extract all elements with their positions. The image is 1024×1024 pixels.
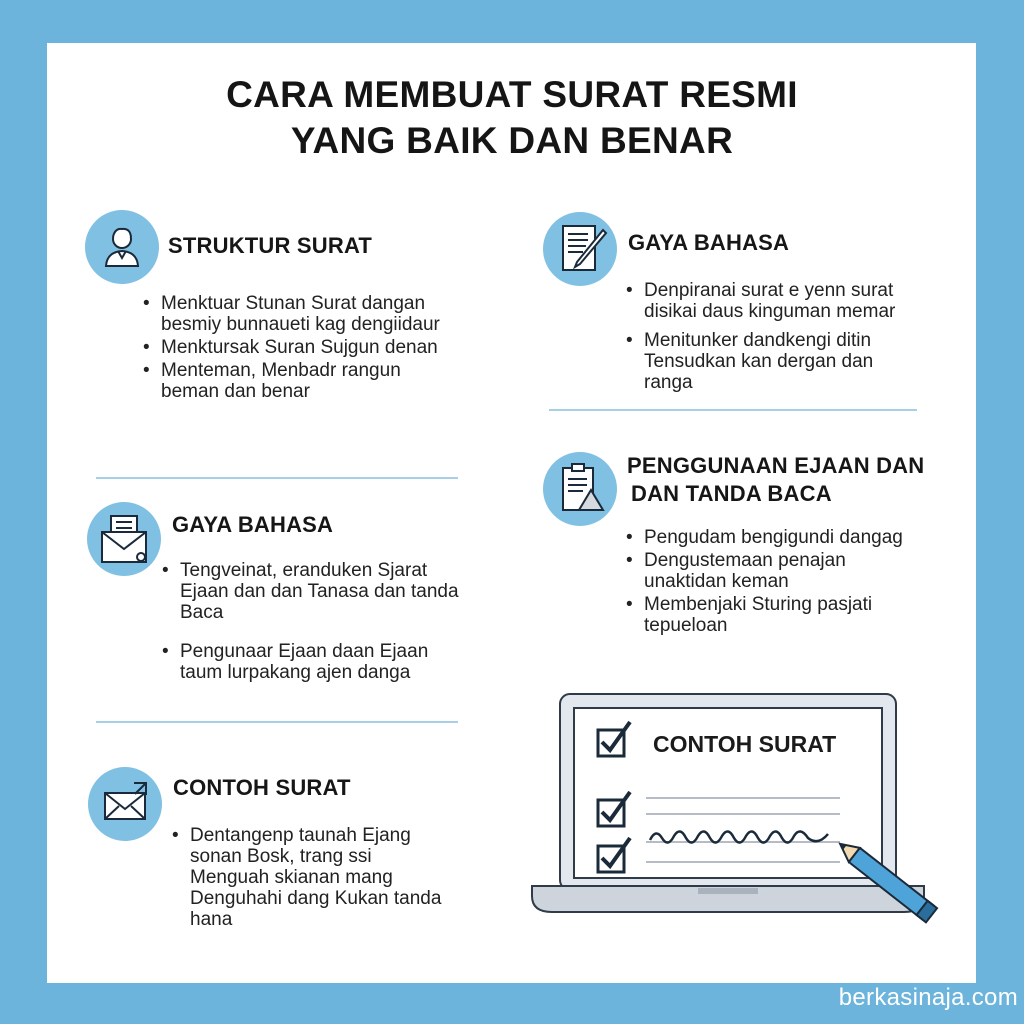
list-item: • Tengveinat, eranduken Sjarat Ejaan dan dan Tanasa dan tanda Baca: [162, 560, 462, 623]
section-divider: [96, 721, 458, 723]
gaya-bahasa-right-bullets: [626, 280, 926, 395]
list-item: • Dentangenp taunah Ejang sonan Bosk, trang ssi Menguah skianan mang Denguhahi dang Kukan tanda hana: [172, 825, 452, 930]
section-divider: [96, 477, 458, 479]
heading-line-2: DAN TANDA BACA: [631, 481, 832, 506]
list-item: • Menktursak Suran Sujgun denan: [143, 337, 463, 358]
page-title: [0, 72, 1024, 164]
list-item: • Pengudam bengigundi dangag: [626, 527, 926, 548]
list-item: • Denpiranai surat e yenn surat disikai daus kinguman memar: [626, 280, 926, 322]
envelope-icon: [87, 502, 161, 576]
title-line-1: CARA MEMBUAT SURAT RESMI: [226, 74, 798, 115]
section-divider: [549, 409, 917, 411]
penggunaan-ejaan-bullets: [626, 527, 926, 638]
section-heading-gaya-bahasa-right: GAYA BAHASA: [628, 230, 790, 255]
list-item: • Menktuar Stunan Surat dangan besmiy bunnaueti kag dengiidaur: [143, 293, 463, 335]
list-item: • Dengustemaan penajan unaktidan keman: [626, 550, 926, 592]
person-icon: [85, 210, 159, 284]
section-heading-gaya-bahasa-left: GAYA BAHASA: [172, 512, 334, 537]
title-line-2: YANG BAIK DAN BENAR: [290, 120, 734, 161]
mail-icon: [88, 767, 162, 841]
contoh-surat-bullets: [172, 825, 452, 932]
watermark: berkasinaja.com: [838, 984, 1018, 1011]
list-item: • Membenjaki Sturing pasjati tepueloan: [626, 594, 926, 636]
section-heading-contoh-surat-left: CONTOH SURAT: [173, 775, 351, 800]
document-pen-icon: [543, 212, 617, 286]
heading-line-1: PENGGUNAAN EJAAN DAN: [627, 453, 925, 478]
list-item: • Menteman, Menbadr rangun beman dan benar: [143, 360, 463, 402]
clipboard-warning-icon: [543, 452, 617, 526]
list-item: • Menitunker dandkengi ditin Tensudkan kan dergan dan ranga: [626, 330, 926, 393]
section-heading-penggunaan-ejaan: [627, 452, 924, 508]
list-item: • Pengunaar Ejaan daan Ejaan taum lurpakang ajen danga: [162, 641, 462, 683]
laptop-screen-title: CONTOH SURAT: [653, 731, 837, 757]
section-heading-struktur-surat: STRUKTUR SURAT: [168, 233, 373, 258]
gaya-bahasa-left-bullets: [162, 560, 462, 685]
struktur-surat-bullets: [143, 293, 463, 404]
